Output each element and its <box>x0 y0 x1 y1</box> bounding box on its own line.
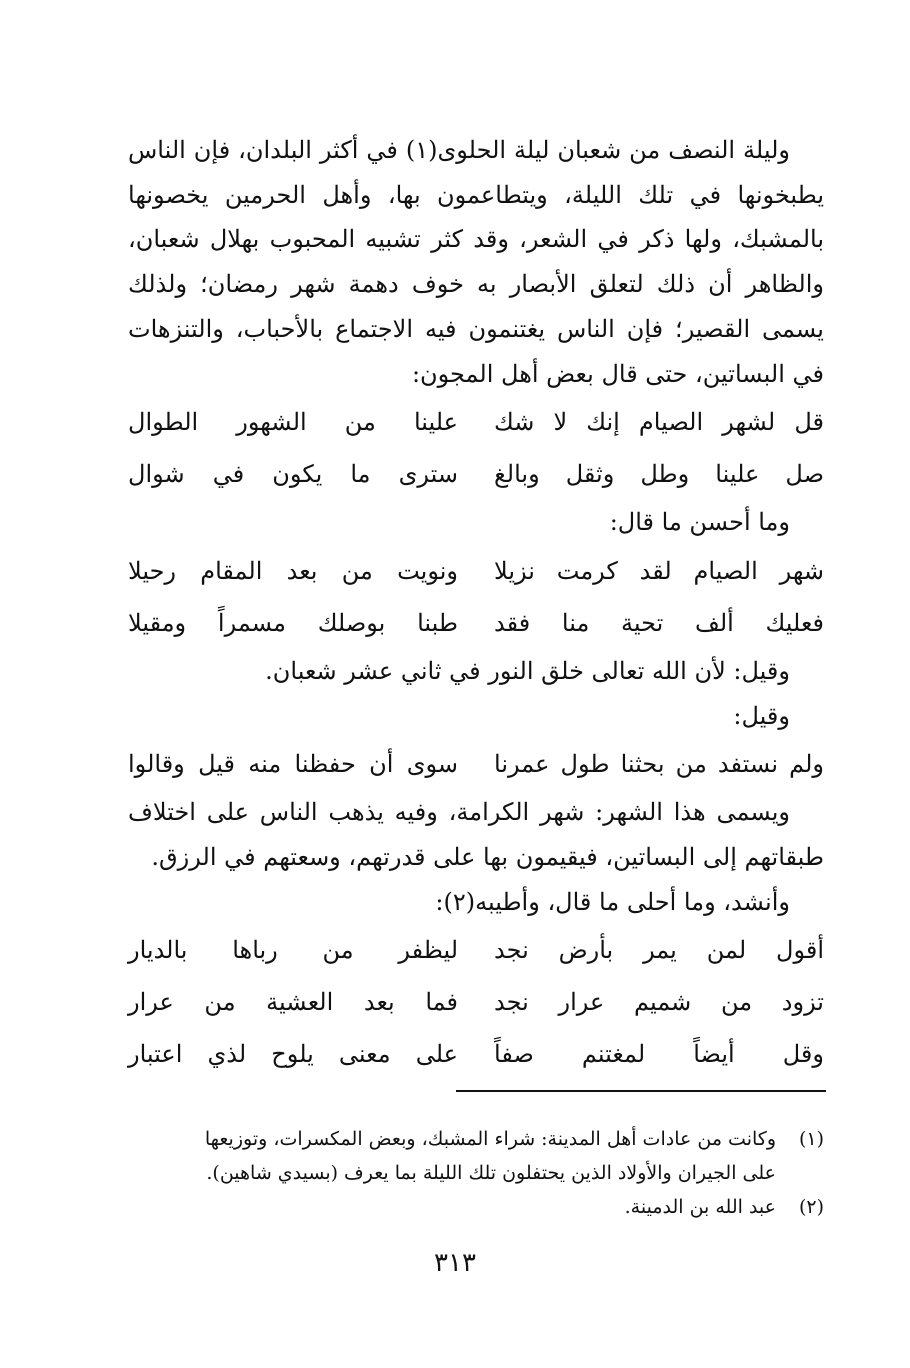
verse-line <box>128 545 824 597</box>
paragraph-2: وما أحسن ما قال: <box>609 508 790 537</box>
paragraph-6: وأنشد، وما أحلى ما قال، وأطيبه(٢): <box>435 887 790 916</box>
footnotes <box>128 1122 824 1224</box>
footnote-marker: (٢) <box>798 1196 824 1218</box>
paragraph-4: وقيل: <box>733 701 790 730</box>
poem-1 <box>128 396 824 500</box>
paragraph-3: وقيل: لأن الله تعالى خلق النور في ثاني عشر شعبان. <box>265 656 790 685</box>
poem-2 <box>128 545 824 649</box>
verse-second-hemistich: سوى أن حفظنا منه قيل وقالوا <box>128 750 458 779</box>
footnote-2 <box>128 1190 824 1224</box>
verse-first-hemistich: فعليك ألف تحية منا فقد <box>494 608 824 637</box>
verse-first-hemistich: شهر الصيام لقد كرمت نزيلا <box>494 556 824 585</box>
paragraph-1: وليلة النصف من شعبان ليلة الحلوى(١) في أكثر البلدان، فإن الناس يطبخونها في تلك الليلة، ويتطاعمون بها، وأهل الحرمين يخصونها بالمشبك، ولها ذكر في الشعر، وقد كثر تشبيه المحبوب بهلال شعبان، والظاهر أن ذلك لتعلق الأبصار به خوف دهمة شهر رمضان؛ ولذلك يسمى القصير؛ فإن الناس يغتنمون فيه الاجتماع بالأحباب، والتنزهات في البساتين، حتى قال بعض أهل المجون: <box>128 136 824 388</box>
footnote-1 <box>128 1122 824 1156</box>
verse-first-hemistich: وقل أيضاً لمغتنم صفاً <box>494 1040 824 1069</box>
verse-second-hemistich: فما بعد العشية من عرار <box>128 988 458 1017</box>
verse-second-hemistich: ونويت من بعد المقام رحيلا <box>128 556 458 585</box>
verse-first-hemistich: ولم نستفد من بحثنا طول عمرنا <box>494 750 824 779</box>
poem-3 <box>128 738 824 790</box>
footnote-text: وكانت من عادات أهل المدينة: شراء المشبك، وبعض المكسرات، وتوزيعها <box>204 1128 776 1150</box>
verse-line <box>128 738 824 790</box>
verse-first-hemistich: قل لشهر الصيام إنك لا شك <box>494 408 824 437</box>
poem-4 <box>128 924 824 1080</box>
verse-first-hemistich: صل علينا وطل وثقل وبالغ <box>494 460 824 489</box>
page-body <box>128 128 824 1080</box>
verse-second-hemistich: على معنى يلوح لذي اعتبار <box>128 1040 458 1069</box>
verse-line <box>128 1028 824 1080</box>
verse-line <box>128 396 824 448</box>
footnote-text: عبد الله بن الدمينة. <box>624 1196 776 1218</box>
verse-second-hemistich: سترى ما يكون في شوال <box>128 460 458 489</box>
page-number: ٣١٣ <box>434 1248 476 1278</box>
verse-first-hemistich: أقول لمن يمر بأرض نجد <box>494 936 824 965</box>
footnote-marker: (١) <box>798 1128 824 1150</box>
footnote-separator <box>456 1090 826 1092</box>
verse-line <box>128 597 824 649</box>
verse-first-hemistich: تزود من شميم عرار نجد <box>494 988 824 1017</box>
footnote-1-continuation: على الجيران والأولاد الذين يحتفلون تلك الليلة بما يعرف (بسيدي شاهين). <box>206 1162 776 1184</box>
verse-second-hemistich: ليظفر من رباها بالديار <box>128 936 458 965</box>
verse-second-hemistich: طبنا بوصلك مسمراً ومقيلا <box>128 608 458 637</box>
verse-line <box>128 924 824 976</box>
paragraph-5: ويسمى هذا الشهر: شهر الكرامة، وفيه يذهب الناس على اختلاف طبقاتهم إلى البساتين، فيقيمون بها على قدرتهم، وسعتهم في الرزق. <box>128 798 824 872</box>
verse-line <box>128 976 824 1028</box>
verse-line <box>128 448 824 500</box>
verse-second-hemistich: علينا من الشهور الطوال <box>128 408 458 437</box>
